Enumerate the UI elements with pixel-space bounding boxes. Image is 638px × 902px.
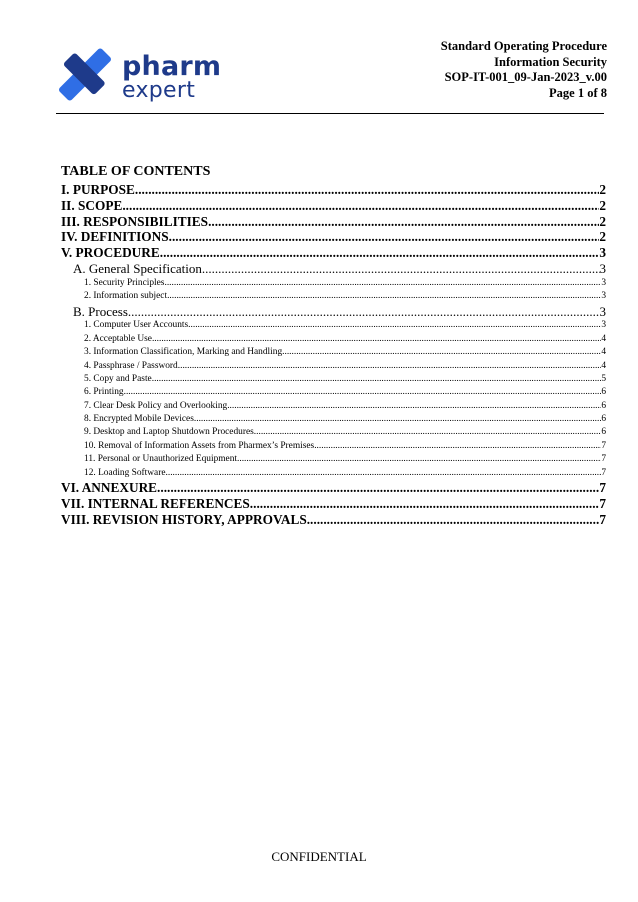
- toc-entries: [61, 182, 606, 527]
- toc-entry-page: 6: [601, 427, 606, 438]
- confidential-footer: CONFIDENTIAL: [271, 849, 367, 864]
- toc-dot-leader: [169, 229, 600, 245]
- toc-entry-label: B. Process: [73, 303, 128, 319]
- toc-entry-page: 7: [601, 467, 606, 478]
- toc-entry-page: 3: [599, 303, 606, 319]
- toc-entry-label: II. SCOPE: [61, 197, 123, 213]
- toc-entry-label: 4. Passphrase / Password: [84, 360, 178, 371]
- toc-dot-leader: [152, 373, 602, 386]
- toc-entry-page: 7: [599, 480, 606, 496]
- toc-entry-label: 1. Computer User Accounts: [84, 320, 189, 331]
- toc-entry-page: 7: [599, 495, 606, 511]
- toc-entry-label: 7. Clear Desk Policy and Overlooking: [84, 400, 228, 411]
- header-doc-id: SOP-IT-001_09-Jan-2023_v.00: [444, 70, 607, 84]
- toc-dot-leader: [314, 440, 601, 453]
- toc-entry-page: 3: [601, 320, 606, 331]
- document-header: [441, 39, 607, 101]
- toc-entry[interactable]: [61, 277, 606, 290]
- toc-entry[interactable]: [61, 261, 606, 277]
- toc-dot-leader: [164, 277, 601, 290]
- toc-dot-leader: [254, 426, 602, 439]
- toc-entry-label: A. General Specification: [73, 260, 202, 276]
- toc-entry-page: 3: [599, 245, 606, 261]
- toc-entry-label: 12. Loading Software: [84, 467, 166, 478]
- toc-entry[interactable]: [61, 304, 606, 320]
- toc-entry-label: 6. Printing: [84, 387, 124, 398]
- toc-entry[interactable]: [61, 214, 606, 230]
- toc-entry[interactable]: [61, 245, 606, 261]
- toc-dot-leader: [188, 319, 601, 332]
- toc-entry-label: 2. Information subject: [84, 291, 168, 302]
- toc-entry-page: 4: [601, 360, 606, 371]
- toc-entry-page: 4: [601, 333, 606, 344]
- toc-dot-leader: [157, 480, 599, 496]
- logo-word-expert: expert: [122, 78, 196, 103]
- toc-dot-leader: [178, 360, 602, 373]
- toc-entry-label: 2. Acceptable Use: [84, 333, 152, 344]
- toc-title: TABLE OF CONTENTS: [61, 164, 211, 179]
- toc-entry[interactable]: [61, 413, 606, 426]
- toc-dot-leader: [122, 198, 599, 214]
- toc-entry[interactable]: [61, 426, 606, 439]
- toc-entry-page: 3: [599, 260, 606, 276]
- toc-entry-page: 7: [601, 454, 606, 465]
- toc-dot-leader: [237, 453, 601, 466]
- toc-entry[interactable]: [61, 333, 606, 346]
- header-doc-title: Information Security: [494, 54, 607, 69]
- toc-entry-label: VII. INTERNAL REFERENCES: [61, 495, 250, 511]
- toc-entry[interactable]: [61, 467, 606, 480]
- toc-entry-label: III. RESPONSIBILITIES: [61, 213, 209, 229]
- toc-entry-page: 5: [601, 373, 606, 384]
- toc-entry-page: 3: [601, 291, 606, 302]
- toc-entry-label: VI. ANNEXURE: [61, 480, 158, 496]
- toc-dot-leader: [227, 400, 601, 413]
- toc-entry-label: 8. Encrypted Mobile Devices: [84, 414, 194, 425]
- toc-entry-label: I. PURPOSE: [61, 182, 135, 197]
- toc-entry[interactable]: [61, 440, 606, 453]
- toc-entry[interactable]: [61, 386, 606, 399]
- toc-entry-label: 5. Copy and Paste: [84, 373, 152, 384]
- toc-entry-label: 1. Security Principles: [84, 277, 165, 288]
- toc-entry-page: 7: [601, 440, 606, 451]
- x-logo-icon: [58, 47, 112, 101]
- toc-entry-page: 6: [601, 414, 606, 425]
- toc-entry-page: 2: [599, 213, 606, 229]
- toc-dot-leader: [152, 333, 601, 346]
- toc-dot-leader: [167, 290, 601, 303]
- toc-entry[interactable]: [61, 496, 606, 512]
- toc-entry[interactable]: [61, 400, 606, 413]
- toc-entry-page: 2: [599, 182, 606, 197]
- toc-entry[interactable]: [61, 373, 606, 386]
- toc-entry-label: VIII. REVISION HISTORY, APPROVALS: [61, 511, 307, 527]
- toc-entry-label: 9. Desktop and Laptop Shutdown Procedures: [84, 427, 254, 438]
- toc-entry[interactable]: [61, 512, 606, 528]
- header-page-number: Page 1 of 8: [549, 85, 607, 100]
- toc-entry[interactable]: [61, 182, 606, 198]
- toc-entry-page: 6: [601, 400, 606, 411]
- toc-dot-leader: [124, 386, 602, 399]
- logo-word-pharm: pharm: [122, 51, 222, 82]
- header-divider: [56, 113, 604, 114]
- toc-entry-label: 11. Personal or Unauthorized Equipment: [84, 454, 238, 465]
- toc-entry[interactable]: [61, 346, 606, 359]
- toc-dot-leader: [202, 261, 600, 277]
- toc-dot-leader: [160, 245, 600, 261]
- toc-dot-leader: [307, 512, 600, 528]
- toc-entry-label: V. PROCEDURE: [61, 245, 160, 261]
- toc-entry[interactable]: [61, 360, 606, 373]
- toc-entry[interactable]: [61, 229, 606, 245]
- toc-dot-leader: [282, 346, 601, 359]
- toc-dot-leader: [166, 467, 602, 480]
- toc-entry[interactable]: [61, 453, 606, 466]
- toc-entry-label: IV. DEFINITIONS: [61, 229, 169, 245]
- toc-dot-leader: [250, 496, 600, 512]
- toc-entry-page: 2: [599, 229, 606, 245]
- toc-entry-page: 4: [601, 347, 606, 358]
- toc-dot-leader: [194, 413, 601, 426]
- toc-dot-leader: [208, 214, 599, 230]
- toc-entry[interactable]: [61, 319, 606, 332]
- toc-dot-leader: [128, 304, 600, 320]
- toc-entry-page: 7: [599, 511, 606, 527]
- header-doc-type: Standard Operating Procedure: [440, 39, 607, 53]
- toc-entry-page: 3: [601, 277, 606, 288]
- toc-entry-label: 3. Information Classification, Marking and Handling: [84, 347, 283, 358]
- toc-dot-leader: [135, 182, 599, 198]
- toc-entry[interactable]: [61, 480, 606, 496]
- toc-entry-page: 6: [601, 387, 606, 398]
- table-of-contents: [61, 164, 606, 527]
- toc-entry-page: 2: [599, 197, 606, 213]
- toc-entry[interactable]: [61, 290, 606, 303]
- toc-entry-label: 10. Removal of Information Assets from Pharmex’s Premises: [84, 440, 315, 451]
- toc-entry[interactable]: [61, 198, 606, 214]
